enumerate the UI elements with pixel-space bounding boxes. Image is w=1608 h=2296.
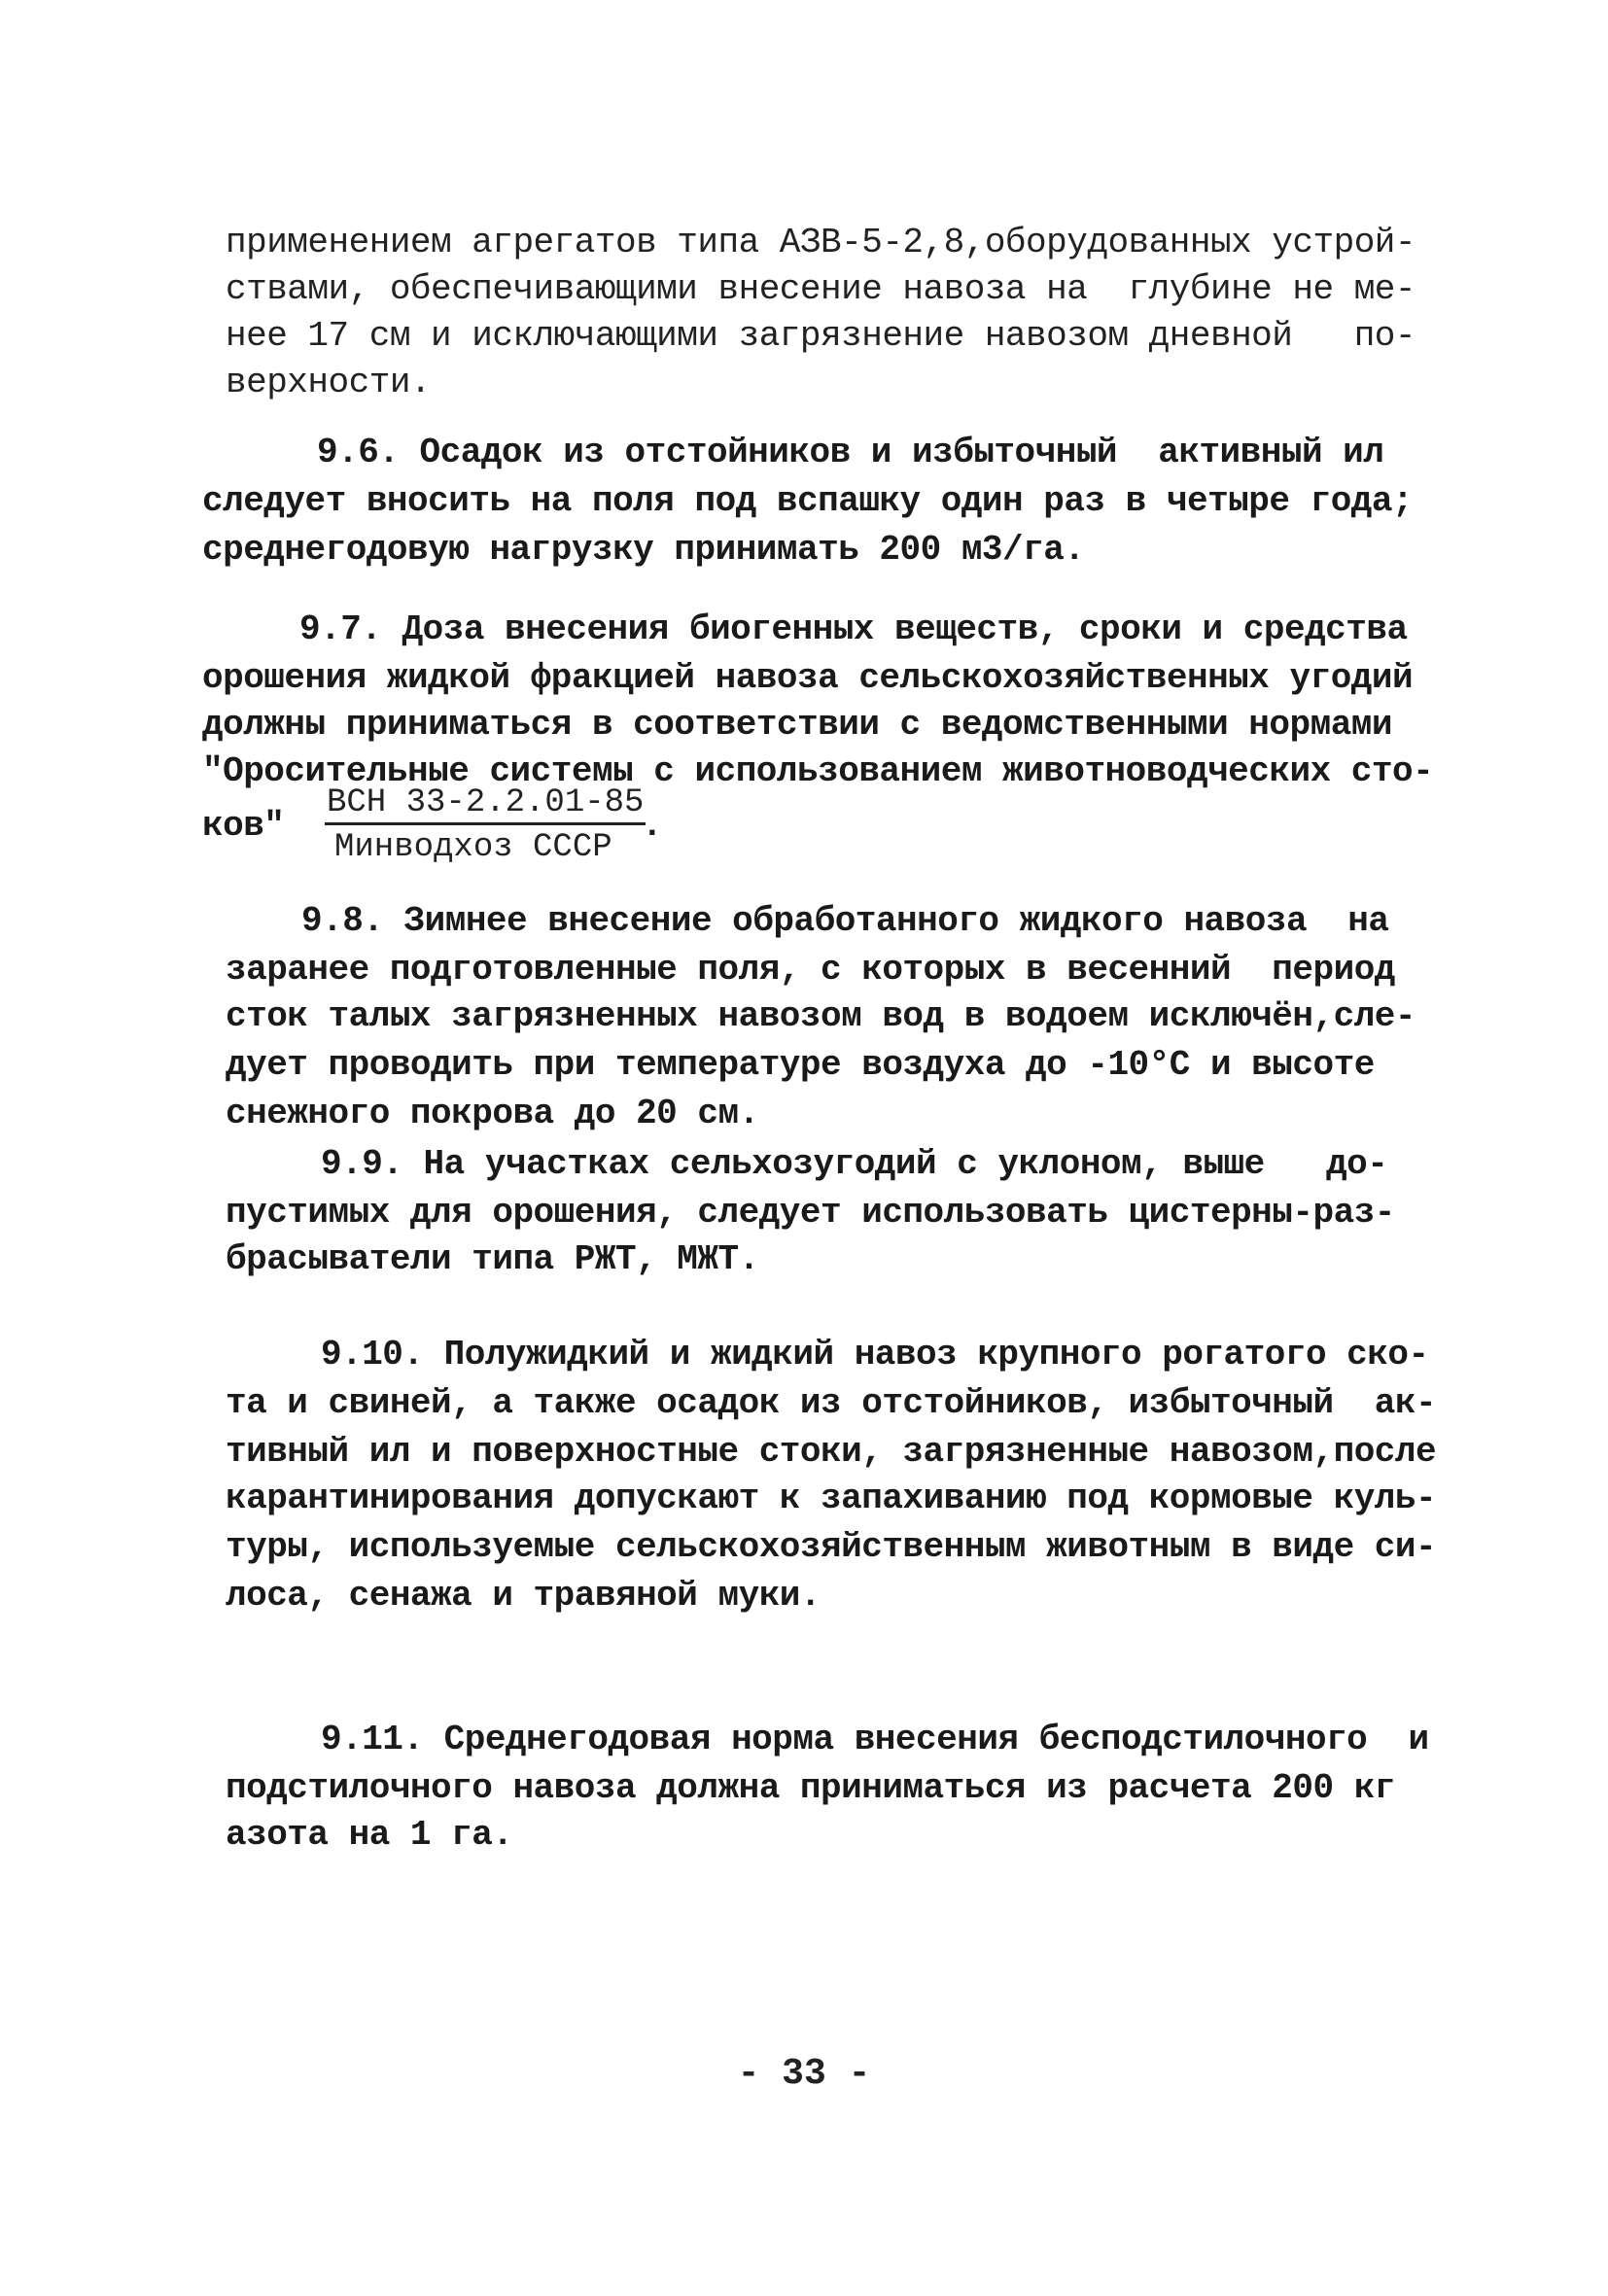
text-line: дует проводить при температуре воздуха до -10°С и высоте xyxy=(226,1045,1375,1085)
text-line: туры, используемые сельскохозяйственным животным в виде си- xyxy=(226,1527,1437,1567)
text-line: орошения жидкой фракцией навоза сельскохозяйственных угодий xyxy=(202,658,1414,698)
text-line: ствами, обеспечивающими внесение навоза на глубине не ме- xyxy=(226,269,1416,309)
paragraph-9-8: 9.8. Зимнее внесение обработанного жидкого навоза на xyxy=(301,901,1389,941)
text-line: карантинирования допускают к запахиванию под кормовые куль- xyxy=(226,1478,1437,1518)
text-line: ков" xyxy=(202,806,285,846)
text-line: сток талых загрязненных навозом вод в водоем исключён,сле- xyxy=(226,996,1416,1036)
text-line: следует вносить на поля под вспашку один раз в четыре года; xyxy=(202,481,1414,521)
text-line: нее 17 см и исключающими загрязнение навозом дневной по- xyxy=(226,316,1416,356)
fraction-denominator: Минводхоз СССР xyxy=(334,829,612,866)
text-line: заранее подготовленные поля, с которых в весенний период xyxy=(226,950,1395,990)
paragraph-9-11: 9.11. Среднегодовая норма внесения бесподстилочного и xyxy=(321,1720,1429,1759)
text-line: должны приниматься в соответствии с ведомственными нормами xyxy=(202,705,1393,745)
text-line: снежного покрова до 20 см. xyxy=(226,1094,759,1133)
paragraph-9-9: 9.9. На участках сельхозугодий с уклоном, выше до- xyxy=(321,1144,1388,1184)
text-line: азота на 1 га. xyxy=(226,1815,513,1855)
text-line: "Оросительные системы с использованием животноводческих сто- xyxy=(202,751,1434,791)
text-line: пустимых для орошения, следует использовать цистерны-раз- xyxy=(226,1193,1395,1233)
paragraph-9-7: 9.7. Доза внесения биогенных веществ, сроки и средства xyxy=(299,609,1408,649)
text-line: та и свиней, а также осадок из отстойников, избыточный ак- xyxy=(226,1383,1437,1423)
text-line: . xyxy=(642,806,663,846)
paragraph-9-6: 9.6. Осадок из отстойников и избыточный активный ил xyxy=(317,433,1384,472)
text-line: лоса, сенажа и травяной муки. xyxy=(226,1576,821,1616)
text-line: верхности. xyxy=(226,363,432,402)
page-number: - 33 - xyxy=(737,2053,871,2095)
text-line: среднегодовую нагрузку принимать 200 м3/га. xyxy=(202,530,1085,570)
text-line: тивный ил и поверхностные стоки, загрязненные навозом,после xyxy=(226,1432,1437,1472)
text-line: брасыватели типа РЖТ, МЖТ. xyxy=(226,1239,759,1279)
text-line: применением агрегатов типа АЗВ-5-2,8,оборудованных устрой- xyxy=(226,223,1416,262)
fraction-numerator: ВСН 33-2.2.01-85 xyxy=(325,783,646,825)
paragraph-9-10: 9.10. Полужидкий и жидкий навоз крупного рогатого ско- xyxy=(321,1335,1429,1374)
text-line: подстилочного навоза должна приниматься из расчета 200 кг xyxy=(226,1768,1395,1808)
